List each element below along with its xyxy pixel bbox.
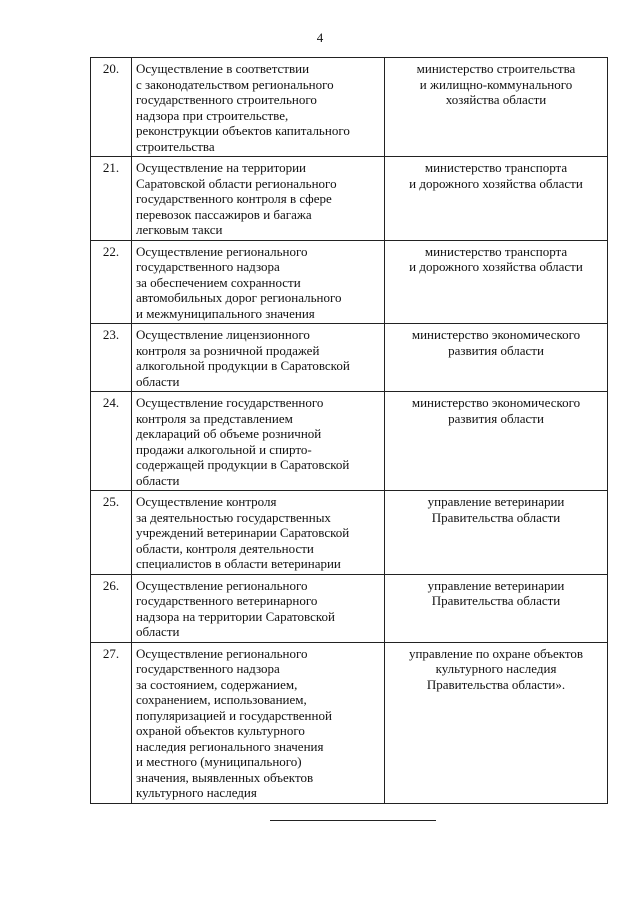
row-number: 26. bbox=[91, 574, 132, 642]
table-body bbox=[91, 58, 608, 804]
regulations-table bbox=[90, 57, 608, 804]
row-description: Осуществление регионального государственного ветеринарного надзора на территории Саратовской области bbox=[132, 574, 385, 642]
row-number: 25. bbox=[91, 491, 132, 575]
table-row bbox=[91, 58, 608, 157]
table-row bbox=[91, 324, 608, 392]
row-description: Осуществление лицензионного контроля за розничной продажей алкогольной продукции в Саратовской области bbox=[132, 324, 385, 392]
row-agency: министерство транспорта и дорожного хозяйства области bbox=[385, 240, 608, 324]
row-agency: министерство строительства и жилищно-коммунального хозяйства области bbox=[385, 58, 608, 157]
row-number: 27. bbox=[91, 642, 132, 803]
row-number: 20. bbox=[91, 58, 132, 157]
row-agency: министерство экономического развития области bbox=[385, 392, 608, 491]
table-row bbox=[91, 491, 608, 575]
row-number: 22. bbox=[91, 240, 132, 324]
row-agency: управление по охране объектов культурного наследия Правительства области». bbox=[385, 642, 608, 803]
table-row bbox=[91, 642, 608, 803]
row-description: Осуществление регионального государственного надзора за обеспечением сохранности автомобильных дорог регионального и межмуниципального значения bbox=[132, 240, 385, 324]
row-agency: министерство экономического развития области bbox=[385, 324, 608, 392]
row-number: 21. bbox=[91, 157, 132, 241]
row-agency: управление ветеринарии Правительства области bbox=[385, 491, 608, 575]
table-row bbox=[91, 240, 608, 324]
row-agency: управление ветеринарии Правительства области bbox=[385, 574, 608, 642]
row-description: Осуществление на территории Саратовской области регионального государственного контроля в сфере перевозок пассажиров и багажа легковым такси bbox=[132, 157, 385, 241]
row-description: Осуществление контроля за деятельностью государственных учреждений ветеринарии Саратовской области, контроля деятельности специалистов в области ветеринарии bbox=[132, 491, 385, 575]
row-description: Осуществление государственного контроля за представлением деклараций об объеме розничной продажи алкогольной и спирто- содержащей продукции в Саратовской области bbox=[132, 392, 385, 491]
row-description: Осуществление регионального государственного надзора за состоянием, содержанием, сохранением, использованием, популяризацией и государственной охраной объектов культурного наследия регионального значения и местного (муниципального) значения, выявленных объектов культурного наследия bbox=[132, 642, 385, 803]
row-number: 23. bbox=[91, 324, 132, 392]
table-row bbox=[91, 392, 608, 491]
row-number: 24. bbox=[91, 392, 132, 491]
row-description: Осуществление в соответствии с законодательством регионального государственного строительного надзора при строительстве, реконструкции объектов капитального строительства bbox=[132, 58, 385, 157]
page-number: 4 bbox=[316, 30, 324, 45]
table-row bbox=[91, 574, 608, 642]
footer-divider bbox=[270, 820, 436, 821]
row-agency: министерство транспорта и дорожного хозяйства области bbox=[385, 157, 608, 241]
table-row bbox=[91, 157, 608, 241]
